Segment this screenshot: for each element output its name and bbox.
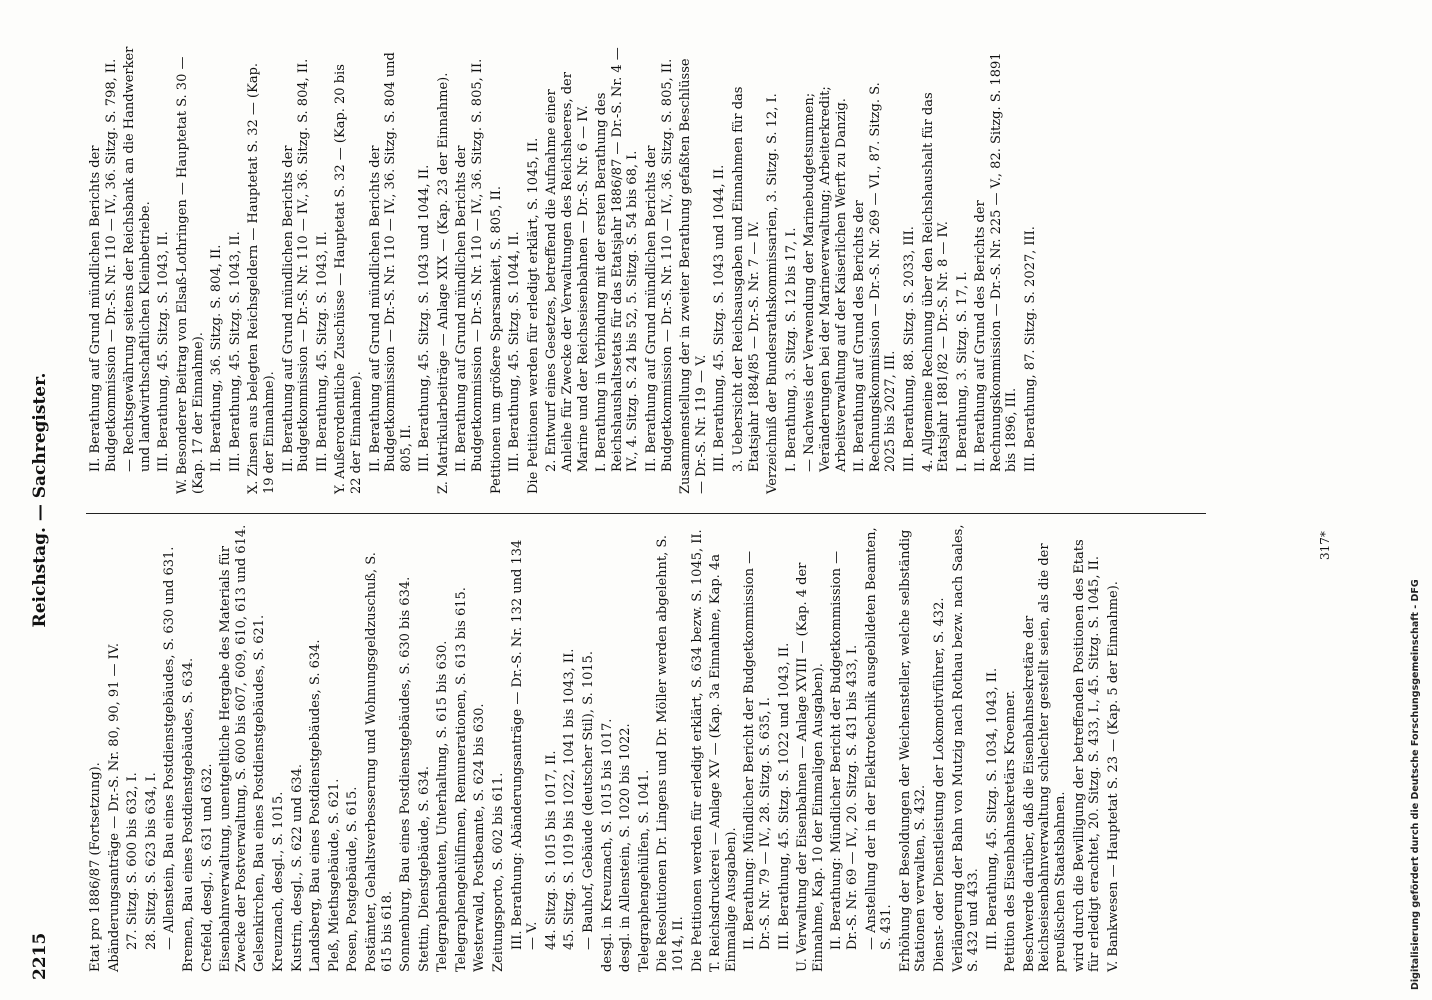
index-entry: II. Berathung auf Grund mündlichen Berichts der Budgetkommission — Dr.-S. Nr. 110 — IV., 36. Sitzg. S. 805, II. [454, 58, 486, 472]
index-entry: Telegraphengehülfen, S. 1041. [636, 769, 652, 972]
index-entry: Postämter, Gehaltsverbesserung und Wohnungsgeldzuschuß, S. 615 bis 618. [363, 547, 395, 972]
index-entry: desgl. in Kreuznach, S. 1015 bis 1017. [599, 718, 615, 972]
index-entry: 2. Entwurf eines Gesetzes, betreffend die Aufnahme einer Anleihe für Zwecke der Verwaltungen des Reichsheeres, der Marine und der Reichseisenbahnen — Dr.-S. Nr. 6 — IV. [544, 67, 591, 472]
index-entry: Stettin, Dienstgebäude, S. 634. [416, 765, 432, 972]
index-entry: 4. Allgemeine Rechnung über den Reichshaushalt für das Etatsjahr 1881/82 — Dr.-S. Nr. 8 — IV. [920, 88, 952, 472]
index-entry: III. Berathung, 45. Sitzg. S. 1043, II. [156, 231, 172, 472]
index-entry: Eisenbahnverwaltung, unentgeltliche Hergabe des Materials für Zwecke der Postverwaltung, S. 600 bis 607, 609, 610, 613 und 614. [218, 524, 249, 972]
page-header [30, 20, 58, 980]
index-entry: Posen, Postgebäude, S. 615. [345, 786, 361, 972]
index-entry: Etat pro 1886/87 (Fortsetzung). [88, 762, 103, 972]
index-entry: — Allenstein, Bau eines Postdienstgebäudes, S. 630 und 631. [162, 546, 178, 950]
index-entry: Telegraphengehülfinnen, Remunerationen, S. 613 bis 615. [453, 587, 469, 972]
index-entry: X. Zinsen aus belegten Reichsgeldern — Hauptetat S. 32 — (Kap. 19 der Einnahme). [246, 58, 277, 494]
index-entry: I. Berathung in Verbindung mit der ersten Berathung des Reichshaushaltsetats für das Etatsjahr 1886/87 — Dr.-S. Nr. 4 — IV., 4. Sitzg. S. 24 bis 52, 5. Sitzg. S. 54 bis 68, I. [594, 43, 641, 472]
index-entry: Telegraphenbauten, Unterhaltung, S. 615 bis 630. [435, 640, 451, 972]
right-column [88, 42, 1042, 494]
index-entry: Pleß, Miethsgebäude, S. 621. [326, 778, 342, 972]
index-entry: 28. Sitzg. S. 623 bis 634, I. [143, 772, 159, 950]
index-entry: Petitionen um größere Sparsamkeit, S. 805, II. [488, 186, 504, 494]
index-entry: desgl. in Allenstein, S. 1020 bis 1022. [618, 723, 634, 972]
index-entry: II. Berathung, 36. Sitzg. S. 804, II. [209, 244, 225, 472]
index-entry: II. Berathung auf Grund mündlichen Berichts der Budgetkommission — Dr.-S. Nr. 110 — IV., 36. Sitzg. S. 805, II. [644, 58, 675, 472]
column-divider [86, 513, 1206, 514]
index-entry: Zusammenstellung der in zweiter Berathung gefaßten Beschlüsse — Dr.-S. Nr. 119 — V. [678, 54, 709, 494]
index-entry: II. Berathung auf Grund mündlichen Berichts der Budgetkommission — Dr.-S. Nr. 110 — IV., 36. Sitzg. S. 804 und 805, II. [367, 48, 414, 472]
index-entry: II. Berathung auf Grund des Berichts der Rechnungskommission — Dr.-S. Nr. 269 — VI., 87. Sitzg. S. 2025 bis 2027, III. [852, 78, 899, 472]
index-entry: V. Bankwesen — Hauptetat S. 23 — (Kap. 5 der Einnahme). [1105, 581, 1121, 972]
index-entry: II. Berathung auf Grund mündlichen Berichts der Budgetkommission — Dr.-S. Nr. 110 — IV., 36. Sitzg. S. 804, II. [280, 58, 312, 472]
index-entry: Kreuznach, desgl., S. 1015. [270, 791, 286, 972]
index-entry: III. Berathung, 45. Sitzg. S. 1043 und 1044, II. [712, 164, 728, 472]
index-entry: — Anstellung der in der Elektrotechnik ausgebildeten Beamten, S. 431. [863, 523, 895, 950]
index-entry: U. Verwaltung der Eisenbahnen — Anlage XVIII — (Kap. 4 der Einnahme, Kap. 10 der Einmaligen Ausgaben). [795, 558, 826, 972]
index-entry: 27. Sitzg. S. 600 bis 632, I. [125, 772, 141, 950]
index-entry: Bremen, Bau eines Postdienstgebäudes, S. 634. [180, 657, 196, 972]
index-entry: Verzeichniß der Bundesrathskommissarien, 3. Sitzg. S. 12, I. [765, 93, 781, 494]
index-entry: I. Berathung, 3. Sitzg. S. 12 bis 17, I. [783, 227, 799, 472]
index-entry: Sonnenburg, Bau eines Postdienstgebäudes, S. 630 bis 634. [398, 576, 414, 972]
index-entry: III. Berathung, 45. Sitzg. S. 1022 und 1043, II. [776, 642, 792, 950]
index-entry: Zeitungsporto, S. 602 bis 611. [491, 772, 507, 972]
index-entry: Gelsenkirchen, Bau eines Postdienstgebäudes, S. 621. [252, 614, 268, 972]
index-entry: 44. Sitzg. S. 1015 bis 1017, II. [543, 750, 559, 950]
index-entry: Erhöhung der Besoldungen der Weichensteller, welche selbständig Stationen verwalten, S. 432. [897, 525, 929, 972]
index-entry: Die Petitionen werden für erledigt erklärt, S. 634 bezw. S. 1045, II. [689, 529, 705, 972]
index-entry: II. Berathung: Mündlicher Bericht der Budgetkommission — Dr.-S. Nr. 69 — IV., 20. Sitzg. S. 431 bis 433, I. [829, 546, 860, 950]
index-entry: III. Berathung, 45. Sitzg. S. 1043, II. [314, 231, 330, 472]
index-entry: — Nachweis der Verwendung der Marinebudgetsummen; Veränderungen bei der Marineverwaltung; Arbeiterkredit; Arbeitsverwaltung auf der Kaiserlichen Werft zu Danzig. [802, 82, 849, 472]
index-entry: Die Resolutionen Dr. Lingens und Dr. Möller werden abgelehnt, S. 1014, II. [655, 530, 686, 972]
index-entry: II. Berathung: Mündlicher Bericht der Budgetkommission — Dr.-S. Nr. 79 — IV., 28. Sitzg. S. 635, I. [742, 546, 773, 950]
index-entry: Dienst- oder Dienstleistung der Lokomotivführer, S. 432. [931, 597, 947, 972]
index-entry: Abänderungsanträge — Dr.-S. Nr. 80, 90, 91 — IV. [106, 642, 122, 972]
index-entry: Westerwald, Postbeamte, S. 624 bis 630. [472, 703, 488, 972]
index-entry: II. Berathung auf Grund mündlichen Berichts der Budgetkommission — Dr.-S. Nr. 110 — IV., 36. Sitzg. S. 798, II. [88, 58, 119, 472]
index-entry: Verlängerung der Bahn von Mutzig nach Rothau bezw. nach Saales, S. 432 und 433. [950, 520, 982, 972]
index-entry: III. Berathung, 45. Sitzg. S. 1043 und 1044, II. [417, 164, 433, 472]
index-entry: III. Berathung, 45. Sitzg. S. 1044, II. [507, 231, 523, 472]
index-entry: II. Berathung auf Grund des Berichts der Rechnungskommission — Dr.-S. Nr. 225 — V., 82. Sitzg. S. 1891 bis 1896, III. [973, 48, 1020, 472]
index-entry: 3. Uebersicht der Reichsausgaben und Einnahmen für das Etatsjahr 1884/85 — Dr.-S. Nr. 7 — IV. [730, 82, 762, 472]
index-entry: 45. Sitzg. S. 1019 bis 1022, 1041 bis 1043, II. [562, 648, 578, 950]
index-entry: wird durch die Bewilligung der betreffenden Positionen des Etats für erledigt erachtet, 20. Sitzg. S. 433, I., 45. Sitzg. S. 1045, II. [1071, 535, 1103, 972]
index-entry: III. Berathung, 88. Sitzg. S. 2033, III. [901, 226, 917, 472]
index-entry: — Rechtsgewährung seitens der Reichsbank an die Handwerker und landwirthschaftlichen Kleinbetriebe. [122, 42, 153, 472]
index-entry: Petition des Eisenbahnsekretärs Kroenner. [1003, 690, 1019, 972]
page-number: 2215 [30, 932, 50, 980]
index-entry: Crefeld, desgl., S. 631 und 632. [199, 763, 215, 972]
index-entry: Die Petitionen werden für erledigt erklärt, S. 1045, II. [525, 137, 541, 494]
digitization-credit: Digitalisierung gefördert durch die Deutsche Forschungsgemeinschaft - DFG [1410, 579, 1421, 990]
index-entry: — Bauhof, Gebäude (deutscher Stil), S. 1015. [581, 650, 597, 950]
left-column [88, 520, 1124, 972]
index-entry: T. Reichsdruckerei — Anlage XV — (Kap. 3a Einnahme, Kap. 4a Einmalige Ausgaben). [708, 549, 739, 972]
index-entry: Beschwerde darüber, daß die Eisenbahnsekretäre der Reichseisenbahnverwaltung schlechter gestellt seien, als die der preußischen Staatsbahnen. [1021, 539, 1069, 972]
index-entry: III. Berathung, 87. Sitzg. S. 2027, III. [1023, 226, 1039, 472]
index-entry: Z. Matrikularbeiträge — Anlage XIX — (Kap. 23 der Einnahme). [435, 72, 451, 494]
running-head: Reichstag. — Sachregister. [30, 372, 50, 628]
signature-mark: 317* [1318, 531, 1332, 560]
index-entry: III. Berathung: Abänderungsanträge — Dr.-S. Nr. 132 und 134 — V. [509, 535, 541, 950]
index-entry: Landsberg, Bau eines Postdienstgebäudes, S. 634. [308, 639, 324, 972]
index-entry: Kustrin, desgl., S. 622 und 634. [289, 763, 305, 972]
index-entry: Y. Außerordentliche Zuschüsse — Hauptetat S. 32 — (Kap. 20 bis 22 der Einnahme). [333, 59, 364, 494]
index-entry: W. Besonderer Beitrag von Elsaß-Lothringen — Hauptetat S. 30 — (Kap. 17 der Einnahme). [174, 52, 206, 494]
index-entry: III. Berathung, 45. Sitzg. S. 1043, II. [227, 231, 243, 472]
index-entry: I. Berathung, 3. Sitzg. S. 17, I. [954, 271, 970, 472]
index-entry: III. Berathung, 45. Sitzg. S. 1034, 1043, II. [984, 667, 1000, 950]
